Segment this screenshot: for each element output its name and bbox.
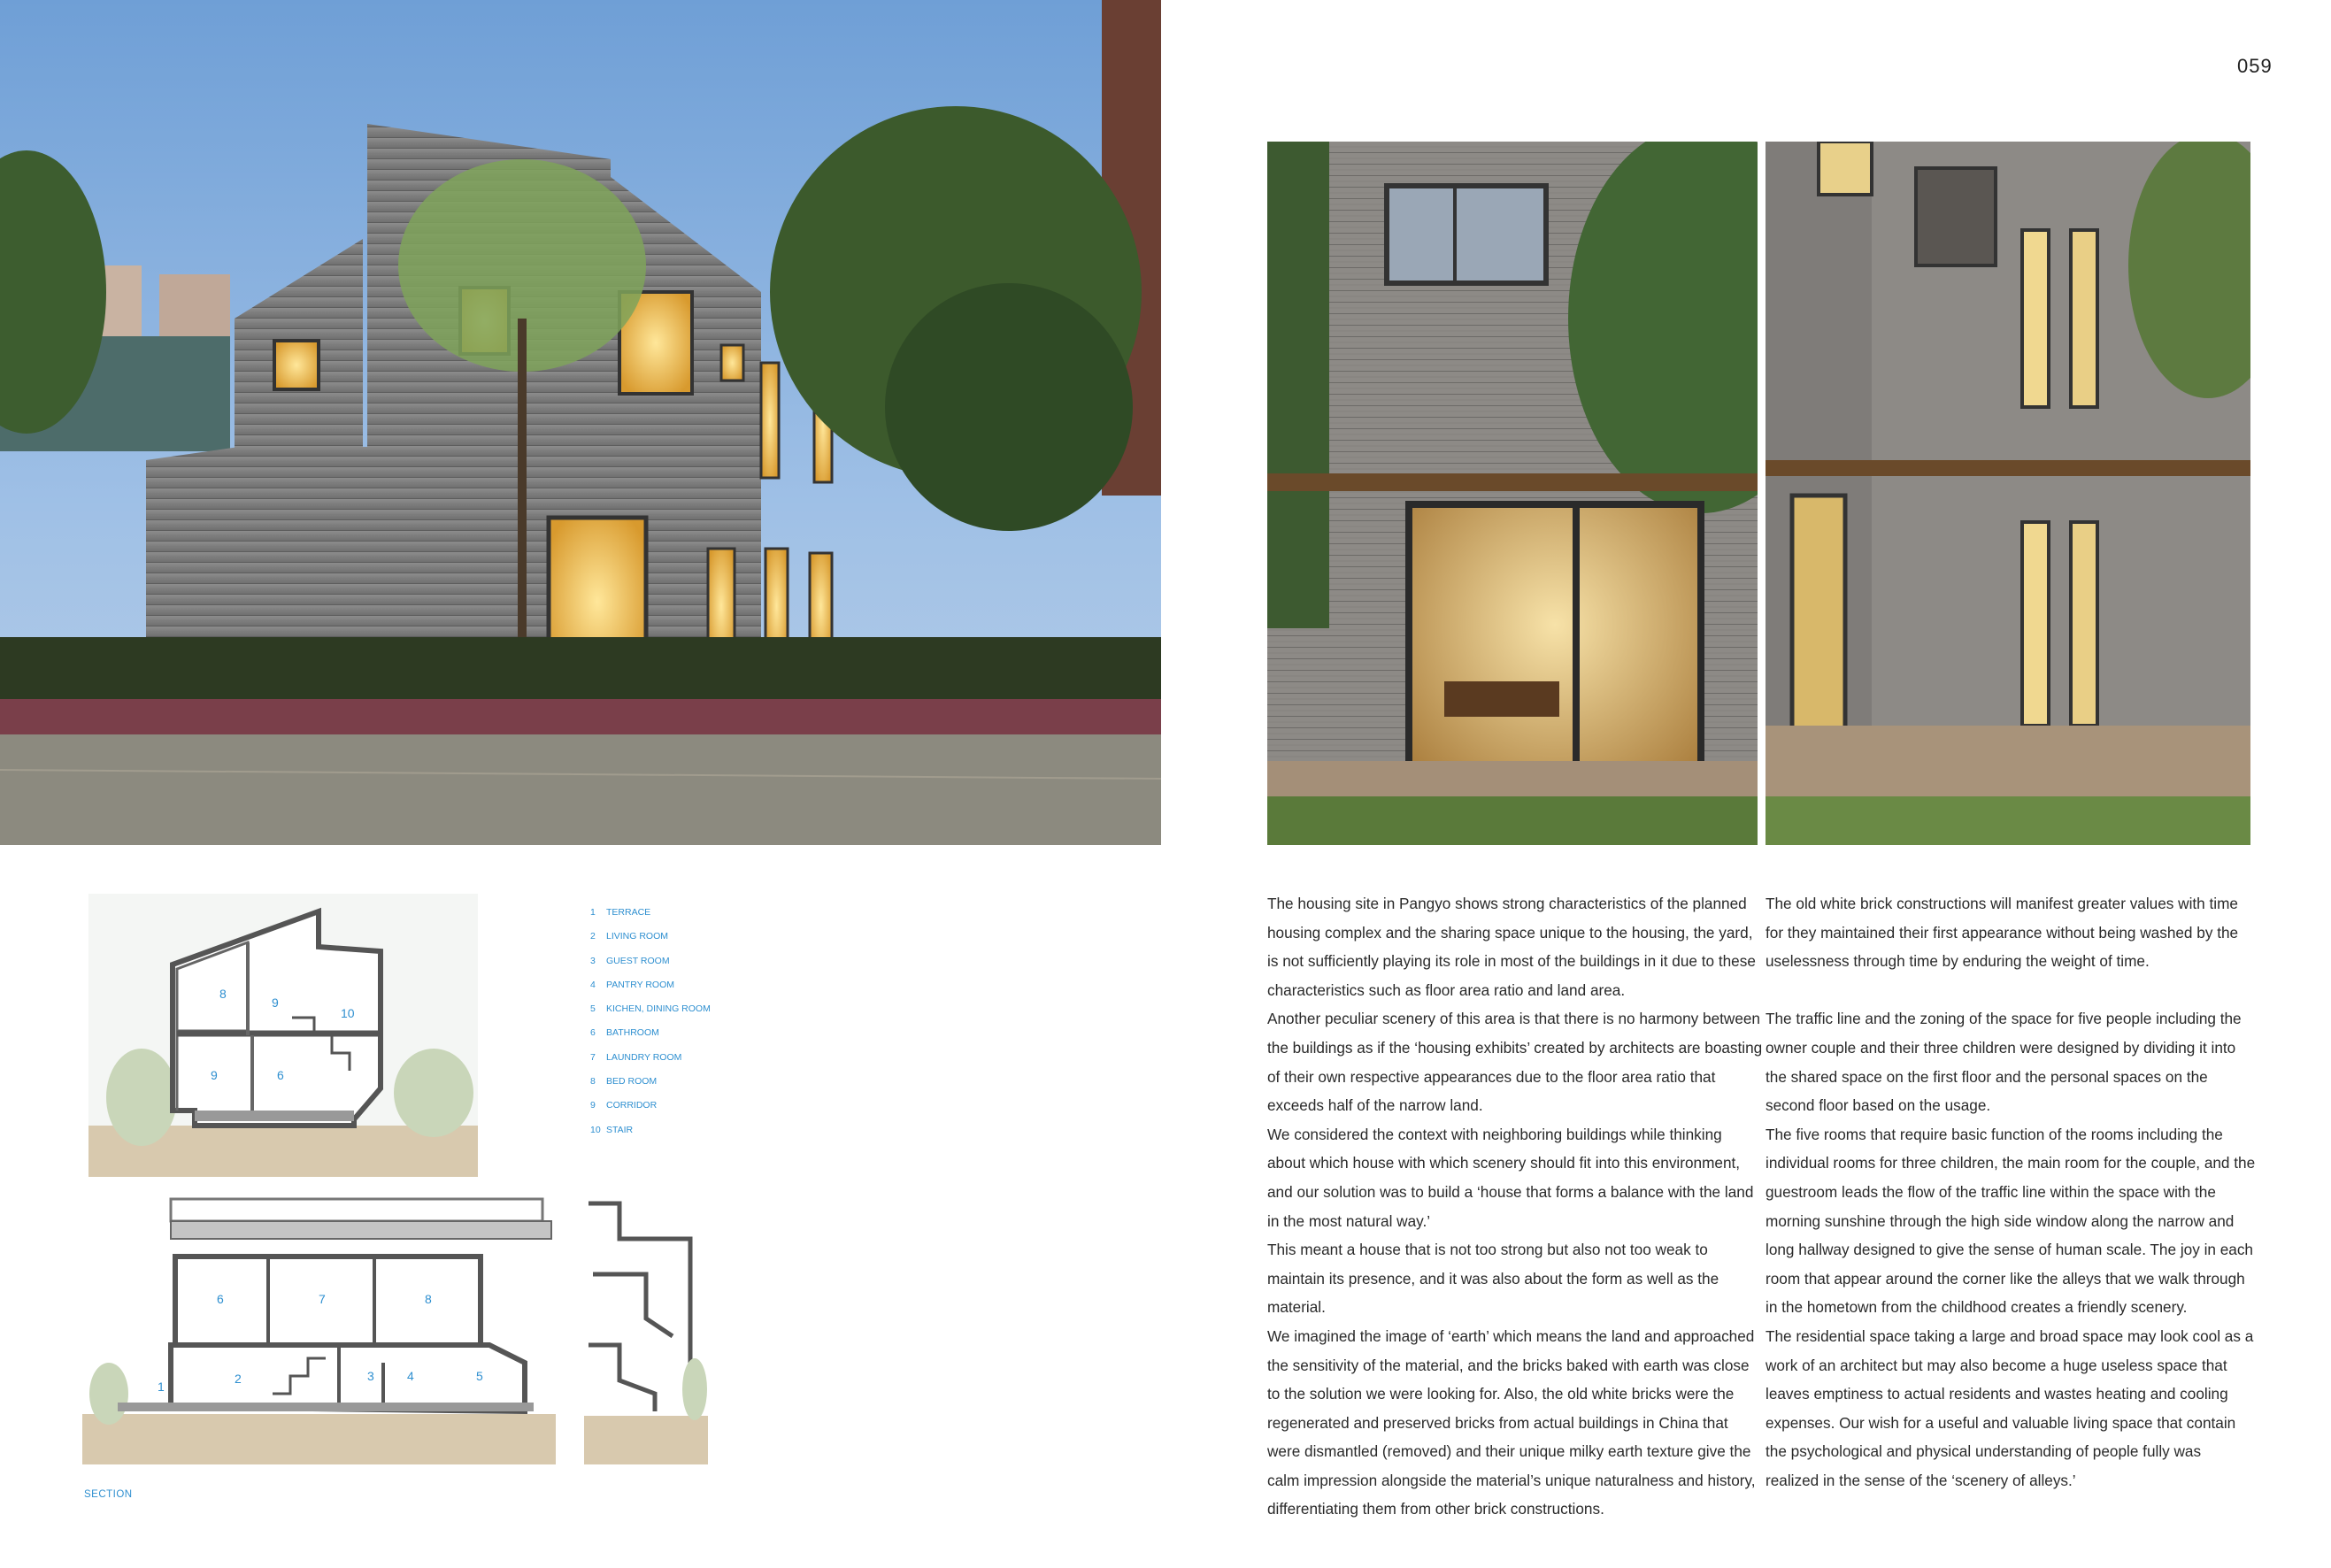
room-number: 10 [341,1006,355,1020]
room-number: 2 [235,1372,242,1386]
room-number: 9 [211,1068,218,1082]
paragraph: The traffic line and the zoning of the space for five people including the owner couple and their three children were designed by dividing it into the shared space on the first floor and the personal spaces on the second floor based on the usage. [1766,1010,2242,1115]
room-number: 8 [425,1292,432,1306]
paragraph: The housing site in Pangyo shows strong characteristics of the planned housing complex and the sharing space unique to the housing, the yard, is not sufficiently playing its role in most of the buildings in it due to these characteristics such as floor area ratio and land area. [1267,895,1756,999]
main-exterior-photo [0,0,1161,845]
room-legend [590,901,711,1142]
paragraph: This meant a house that is not too strong but also not too weak to maintain its presence, and it was also about the form as well as the material. [1267,1241,1719,1317]
room-number: 6 [277,1068,284,1082]
courtyard-left-photo [1267,142,1758,845]
room-number: 8 [219,987,227,1001]
upper-section-drawing [88,894,478,1177]
room-number: 9 [272,995,279,1010]
room-number: 5 [476,1369,483,1383]
legend-item: 4 PANTRY ROOM [590,979,675,990]
paragraph: Another peculiar scenery of this area is that there is no harmony between the buildings as if the ‘housing exhibits’ created by architects are boasting of their own respective appearances due to the floor area ratio that exceeds half of the narrow land. [1267,1010,1763,1115]
paragraph: The five rooms that require basic function of the rooms including the individual rooms for three children, the main room for the couple, and the guestroom leads the flow of the traffic line within the space with the morning sunshine through the high side window along the narrow and long hallway designed to give the sense of human scale. The joy in each room that appear around the corner like the alleys that we walk through in the hometown from the childhood creates a friendly scenery. [1766,1125,2256,1317]
room-number: 1 [158,1380,165,1394]
room-number: 6 [217,1292,224,1306]
legend-item: 2 LIVING ROOM [590,931,669,942]
lower-section-drawing [82,1186,556,1464]
legend-item: 6 BATHROOM [590,1027,659,1039]
section-label: SECTION [84,1489,133,1500]
body-text-column-right [1766,889,2257,1495]
paragraph: The old white brick constructions will manifest greater values with time for they maintained their first appearance without being washed by the uselessness through time by enduring the weight of time. [1766,895,2239,971]
room-number: 3 [367,1369,374,1383]
legend-item: 5 KICHEN, DINING ROOM [590,1003,711,1015]
legend-item: 9 CORRIDOR [590,1100,658,1111]
legend-item: 10 STAIR [590,1124,634,1135]
legend-item: 8 BED ROOM [590,1076,658,1088]
paragraph: We considered the context with neighboring buildings while thinking about which house with which scenery should fit into this environment, and our solution was to build a ‘house that forms a balance with the land in the most natural way.’ [1267,1125,1754,1230]
courtyard-right-photo [1766,142,2250,845]
paragraph: We imagined the image of ‘earth’ which means the land and approached the sensitivity of the material, and the bricks baked with earth was close to the solution we were looking for. Also, the old white bricks were the regenerated and preserved bricks from actual buildings in China that were dismantled (removed) and their unique milky earth texture give the calm impression alongside the material’s unique naturalness and history, differentiating them from other brick constructions. [1267,1326,1756,1518]
paragraph: The residential space taking a large and broad space may look cool as a work of an architect but may also become a huge useless space that leaves emptiness to actual residents and wastes heating and cooling expenses. Our wish for a useful and valuable living space that contain the psychological and physical understanding of people fully was realized in the sense of the ‘scenery of alleys.’ [1766,1326,2254,1489]
body-text-column-left [1267,889,1763,1524]
room-number: 4 [407,1369,414,1383]
detail-section-drawing [584,1168,708,1464]
legend-item: 1 TERRACE [590,907,651,918]
page-number: 059 [2237,55,2273,77]
legend-item: 3 GUEST ROOM [590,955,670,966]
room-number: 7 [319,1292,326,1306]
legend-item: 7 LAUNDRY ROOM [590,1051,682,1063]
